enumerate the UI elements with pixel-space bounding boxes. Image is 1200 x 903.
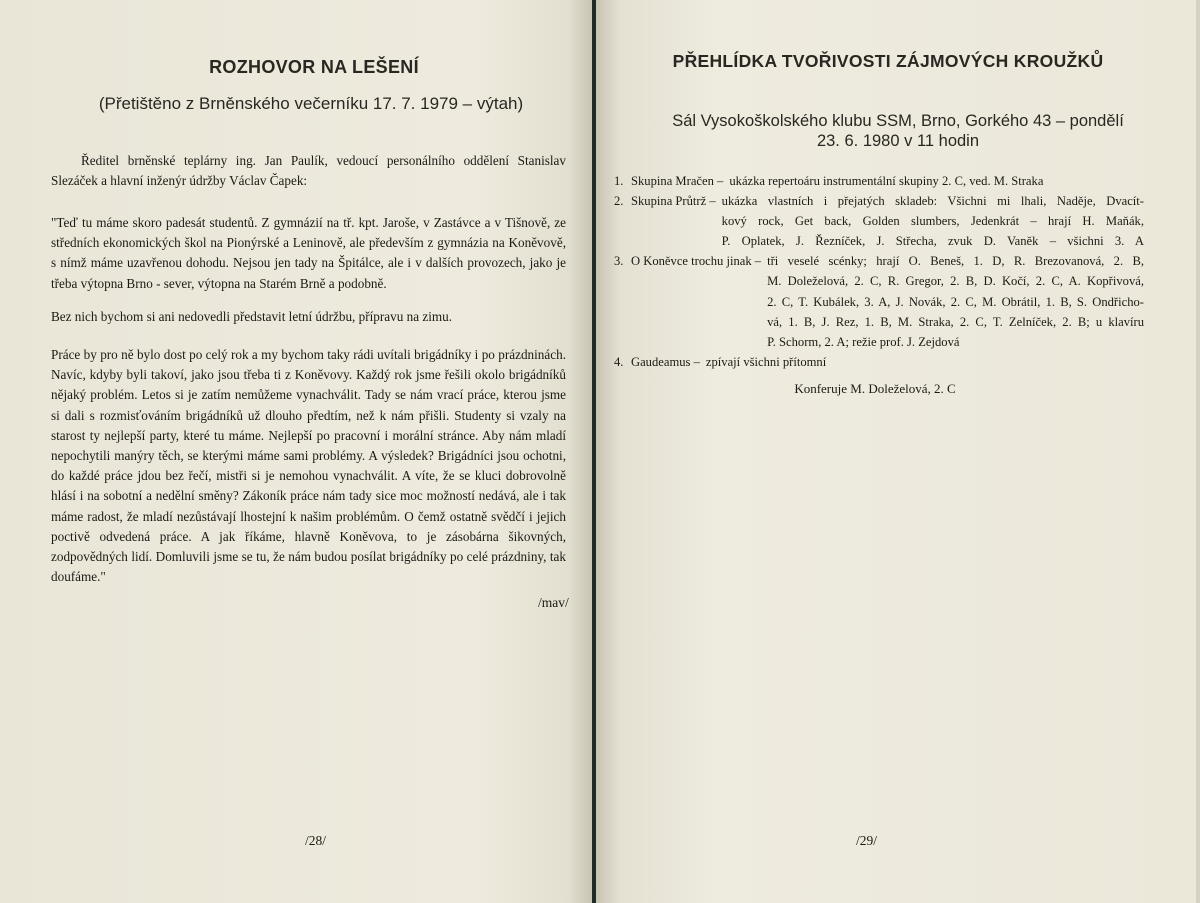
quote-paragraph-3: Práce by pro ně bylo dost po celý rok a my bychom taky rádi uvítali brigádníky i po prázdninách. Navíc, kdyby byli takoví, jako jsou třeba ti z Koněvovy. Každý rok jsme řešili okolo brigádníků nějaký problém. Letos si je zatím nemůžeme vynachválit. Tady se nám vrací práce, kterou jsme si dali s rozmisťováním brigádníků už dlouho předtím, než k nám přišli. Studenty si vzaly na starost ty nejlepší party, které tu máme. Nejlepší po pracovní i morální stránce. Aby nám mladí nepochytili manýry těch, se kterými máme sami problémy. A výsledek? Brigádníci jsou ochotni, do každé práce jdou bez řečí, mistři si je nemohou vynachválit. A víte, že se kluci dobrovolně hlásí i na sobotní a nedělní směny? Zákoník práce nám tady sice moc možností nedává, ale i tak máme radost, že mladí nezůstávají lhostejní k našim problémům. O čemž ostatně svědčí i jejich poctivě odvedená práce. A jak říkáme, hlavně Koněvova, to je zásobárna šikovných, zodpovědných lidí. Domluvili jsme se tu, že nám budou posílat brigádníky po celé prázdniny, tak doufáme." [51, 347, 566, 585]
program-item-name: Skupina Průtrž – [631, 194, 716, 209]
program-item [614, 191, 1144, 251]
program-item-line: kový rock, Get back, Golden slumbers, Jedenkrát – hrají H. Maňák, [721, 214, 1144, 229]
program-item-line: P. Schorm, 2. A; režie prof. J. Zejdová [767, 334, 960, 349]
intro-paragraph: Ředitel brněnské teplárny ing. Jan Paulík, vedoucí personálního oddělení Stanislav Slezáček a hlavní inženýr údržby Václav Čapek: [51, 153, 566, 189]
program-item-line: 2. C, T. Kubálek, 3. A, J. Novák, 2. C, M. Obrátil, 1. B, S. Ondřicho- [767, 294, 1144, 309]
program-item-number: 2. [614, 194, 624, 209]
program-list [614, 171, 1144, 372]
left-page [0, 0, 592, 903]
right-page-number: /29/ [856, 833, 878, 848]
venue-line-1: Sál Vysokoškolského klubu SSM, Brno, Gorkého 43 – pondělí [672, 112, 1124, 130]
program-item-number: 4. [614, 354, 624, 369]
program-item-number: 3. [614, 254, 624, 269]
program-item-line: P. Oplatek, J. Řezníček, J. Střecha, zvuk D. Vaněk – všichni 3. A [721, 234, 1144, 249]
left-page-subtitle: (Přetištěno z Brněnského večerníku 17. 7. 1979 – výtah) [98, 94, 524, 113]
program-item-line: vá, 1. B, J. Rez, 1. B, M. Straka, 2. C, T. Zelníček, 2. B; u klavíru [767, 314, 1144, 329]
quote-paragraph-1: "Teď tu máme skoro padesát studentů. Z gymnázií na tř. kpt. Jaroše, v Zastávce a v Tišnově, ze středních ekonomických škol na Pionýrské a Leninově, ale především z gymnázia na Koněvově, s nímž máme uzavřenou dohodu. Nejsou jen tady na Špitálce, ale i v dalších provozech, jako je třeba výtopna Brno - sever, výtopna na Starém Brně a podobně. [51, 215, 566, 291]
right-page [596, 0, 1200, 903]
program-item-line: M. Doleželová, 2. C, R. Gregor, 2. B, D. Kočí, 2. C, A. Kopřivová, [767, 274, 1144, 289]
program-item [614, 352, 1144, 372]
conference-note: Konferuje M. Doleželová, 2. C [794, 381, 956, 396]
program-item [614, 251, 1144, 351]
program-item-name: Skupina Mračen – [631, 174, 724, 188]
page-edge [1196, 0, 1200, 903]
program-item-number: 1. [614, 174, 624, 188]
program-item-line: tři veselé scénky; hrají O. Beneš, 1. D, R. Brezovanová, 2. B, [767, 254, 1144, 269]
program-item-line: zpívají všichni přítomní [705, 354, 827, 369]
right-page-title: PŘEHLÍDKA TVOŘIVOSTI ZÁJMOVÝCH KROUŽKŮ [672, 51, 1104, 71]
left-page-title: ROZHOVOR NA LEŠENÍ [209, 57, 419, 77]
program-item [614, 171, 1144, 191]
signature: /mav/ [538, 595, 569, 610]
program-item-line: ukázka repertoáru instrumentální skupiny 2. C, ved. M. Straka [729, 174, 1044, 188]
left-page-number: /28/ [305, 833, 327, 848]
program-item-name: O Koněvce trochu jinak – [631, 254, 762, 269]
venue-line-2: 23. 6. 1980 v 11 hodin [816, 132, 980, 150]
quote-paragraph-2: Bez nich bychom si ani nedovedli představit letní údržbu, přípravu na zimu. [51, 309, 453, 324]
program-item-line: ukázka vlastních i přejatých skladeb: Všichni mi lhali, Naděje, Dvacít- [721, 194, 1144, 209]
program-item-name: Gaudeamus – [631, 354, 700, 369]
